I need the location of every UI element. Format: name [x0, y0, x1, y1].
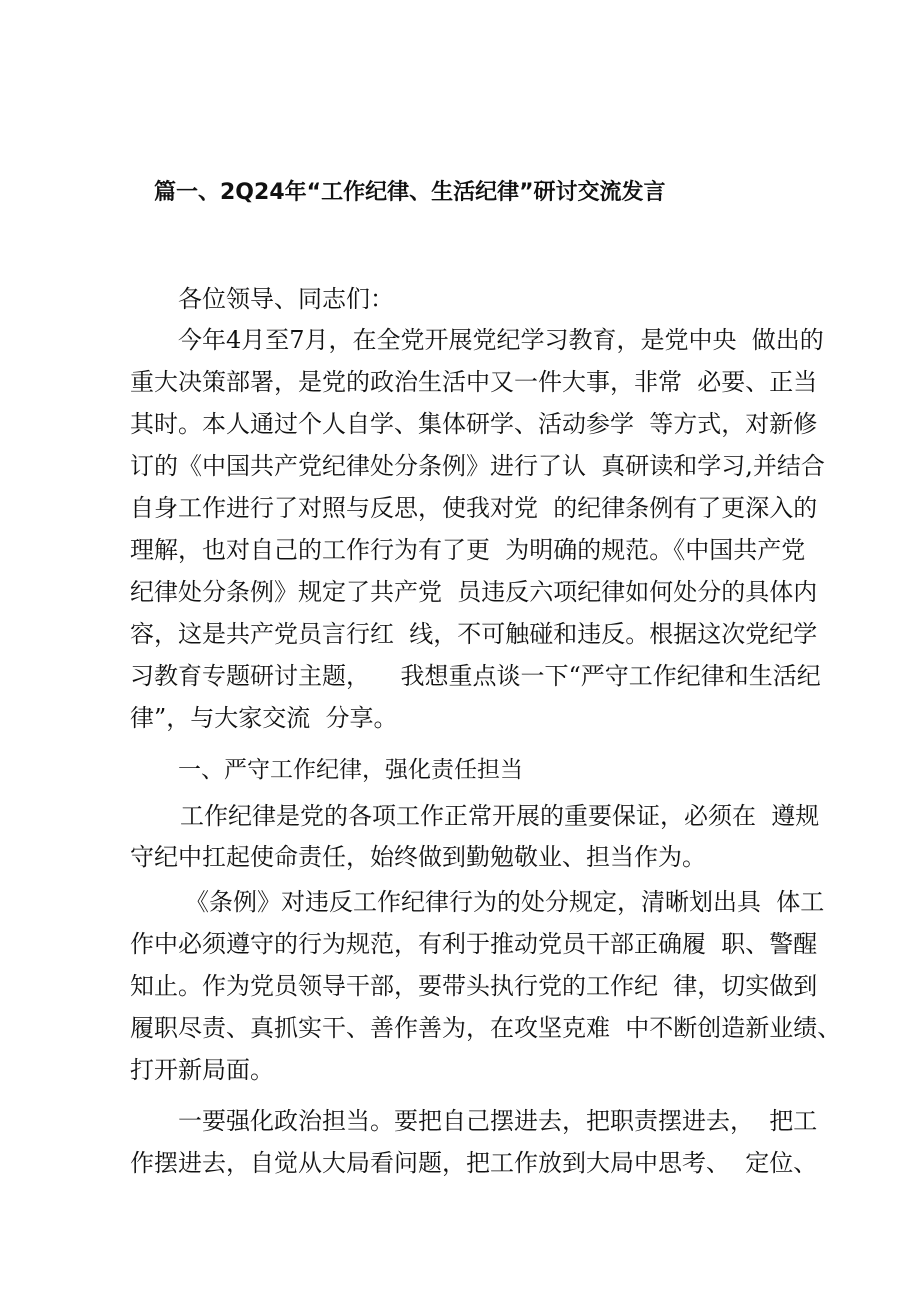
paragraph-line: 重大决策部署，是党的政治生活中又一件大事，非常 必要、正当	[130, 368, 818, 396]
paragraph-line: 履职尽责、真抓实干、善作善为，在攻坚克难 中不断创造新业绩、	[130, 1014, 842, 1042]
paragraph-line: 容，这是共产党员言行红 线，不可触碰和违反。根据这次党纪学	[130, 620, 818, 648]
paragraph-line: 自身工作进行了对照与反思，使我对党 的纪律条例有了更深入的	[130, 494, 818, 522]
paragraph-line: 理解，也对自己的工作行为有了更 为明确的规范。《中国共产党	[130, 536, 806, 564]
section-heading: 一、严守工作纪律，强化责任担当	[178, 757, 523, 783]
document-title: 篇一、2Q24年“工作纪律、生活纪律”研讨交流发言	[154, 180, 666, 205]
paragraph-line: 习教育专题研讨主题， 我想重点谈一下“严守工作纪律和生活纪	[130, 662, 821, 690]
paragraph-line: 今年4月至7月，在全党开展党纪学习教育，是党中央 做出的	[178, 326, 824, 354]
paragraph-line: 纪律处分条例》规定了共产党 员违反六项纪律如何处分的具体内	[130, 578, 818, 606]
paragraph-line: 作中必须遵守的行为规范，有利于推动党员干部正确履 职、警醒	[130, 930, 818, 958]
paragraph-line: 工作纪律是党的各项工作正常开展的重要保证，必须在 遵规	[180, 802, 820, 830]
paragraph-line: 《条例》对违反工作纪律行为的处分规定，清晰划出具 体工	[185, 888, 825, 916]
paragraph-line: 知止。作为党员领导干部，要带头执行党的工作纪 律，切实做到	[130, 972, 818, 1000]
paragraph-line: 订的《中国共产党纪律处分条例》进行了认 真研读和学习,并结合	[130, 452, 825, 480]
paragraph-line: 打开新局面。	[130, 1056, 274, 1084]
paragraph-line: 其时。本人通过个人自学、集体研学、活动参学 等方式，对新修	[130, 410, 818, 438]
paragraph-line: 作摆进去，自觉从大局看问题，把工作放到大局中思考、 定位、	[130, 1149, 818, 1177]
paragraph-line: 一要强化政治担当。要把自己摆进去，把职责摆进去， 把工	[178, 1107, 818, 1135]
paragraph-line: 守纪中扛起使命责任，始终做到勤勉敬业、担当作为。	[130, 843, 706, 871]
greeting: 各位领导、同志们：	[178, 285, 394, 313]
paragraph-line: 律”，与大家交流 分享。	[130, 704, 398, 732]
